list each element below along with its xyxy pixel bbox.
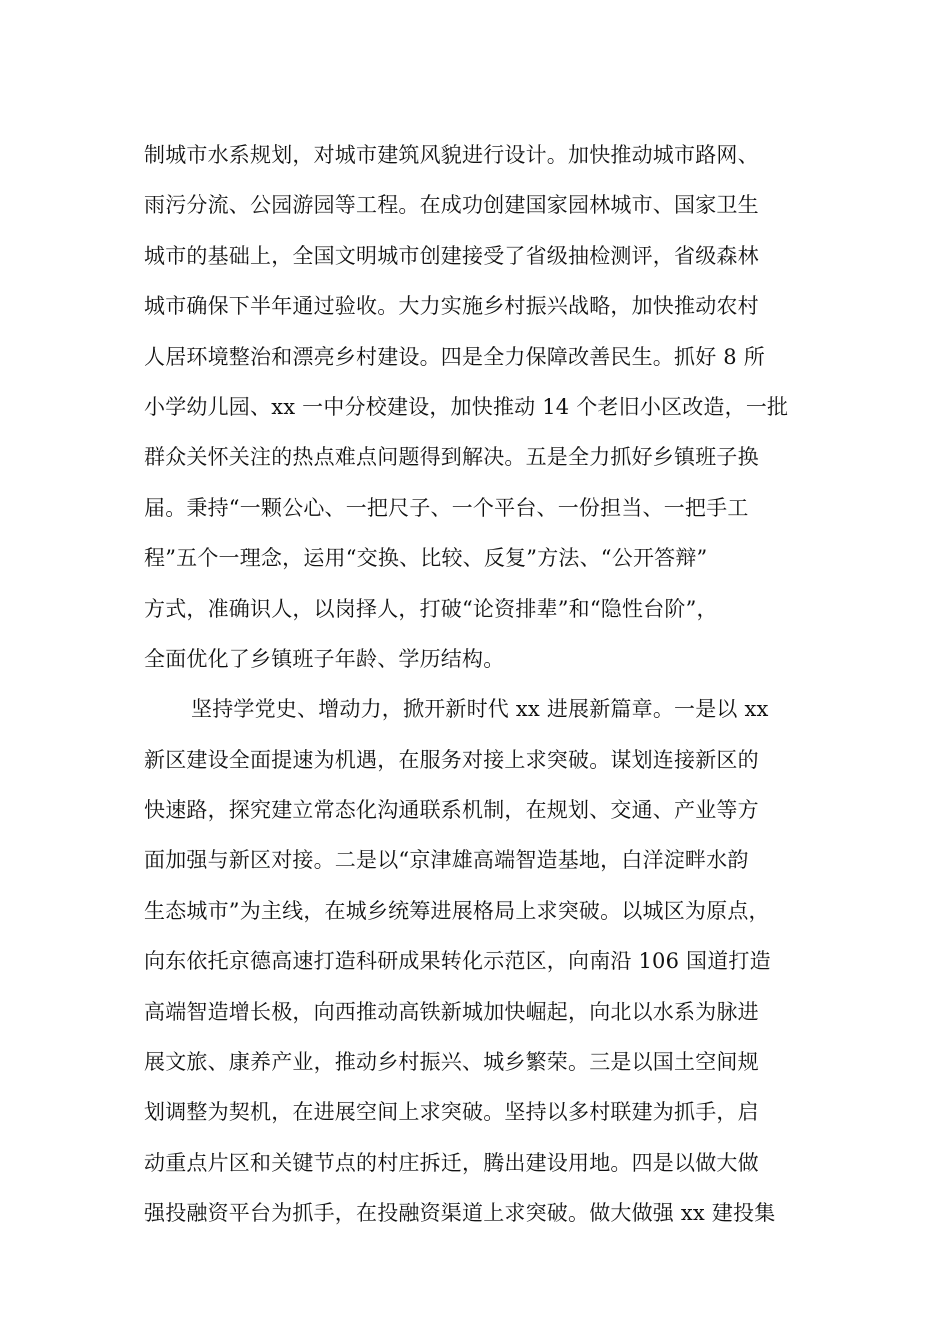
text-line: 高端智造增长极，向西推动高铁新城加快崛起，向北以水系为脉进 xyxy=(144,999,759,1024)
text-line: 坚持学党史、增动力，掀开新时代 xx 进展新篇章。一是以 xx xyxy=(191,697,769,722)
text-line: 小学幼儿园、xx 一中分校建设，加快推动 14 个老旧小区改造，一批 xyxy=(144,394,789,419)
text-line: 雨污分流、公园游园等工程。在成功创建国家园林城市、国家卫生 xyxy=(144,193,759,218)
text-line: 划调整为契机，在进展空间上求突破。坚持以多村联建为抓手，启 xyxy=(144,1100,759,1125)
text-line: 城市确保下半年通过验收。大力实施乡村振兴战略，加快推动农村 xyxy=(144,294,759,319)
text-line: 强投融资平台为抓手，在投融资渠道上求突破。做大做强 xx 建投集 xyxy=(144,1201,776,1226)
text-line: 生态城市”为主线，在城乡统筹进展格局上求突破。以城区为原点， xyxy=(144,898,770,923)
text-line: 方式，准确识人，以岗择人，打破“论资排辈”和“隐性台阶”， xyxy=(144,596,718,621)
paragraph-2 xyxy=(144,684,834,1238)
text-line: 全面优化了乡镇班子年龄、学历结构。 xyxy=(144,646,505,671)
text-line: 新区建设全面提速为机遇，在服务对接上求突破。谋划连接新区的 xyxy=(144,747,759,772)
paragraph-1 xyxy=(144,130,834,684)
text-line: 动重点片区和关键节点的村庄拆迁，腾出建设用地。四是以做大做 xyxy=(144,1150,759,1175)
text-line: 城市的基础上，全国文明城市创建接受了省级抽检测评，省级森林 xyxy=(144,243,759,268)
text-line: 快速路，探究建立常态化沟通联系机制，在规划、交通、产业等方 xyxy=(144,798,759,823)
text-line: 人居环境整治和漂亮乡村建设。四是全力保障改善民生。抓好 8 所 xyxy=(144,344,765,369)
text-line: 届。秉持“一颗公心、一把尺子、一个平台、一份担当、一把手工 xyxy=(144,495,749,520)
text-line: 群众关怀关注的热点难点问题得到解决。五是全力抓好乡镇班子换 xyxy=(144,445,759,470)
text-line: 展文旅、康养产业，推动乡村振兴、城乡繁荣。三是以国土空间规 xyxy=(144,1050,759,1075)
text-line: 制城市水系规划，对城市建筑风貌进行设计。加快推动城市路网、 xyxy=(144,143,759,167)
text-line: 面加强与新区对接。二是以“京津雄高端智造基地，白洋淀畔水韵 xyxy=(144,848,749,873)
text-line: 向东依托京德高速打造科研成果转化示范区，向南沿 106 国道打造 xyxy=(144,949,771,974)
document-body xyxy=(144,130,834,1239)
text-line: 程”五个一理念，运用“交换、比较、反复”方法、“公开答辩” xyxy=(144,546,708,571)
